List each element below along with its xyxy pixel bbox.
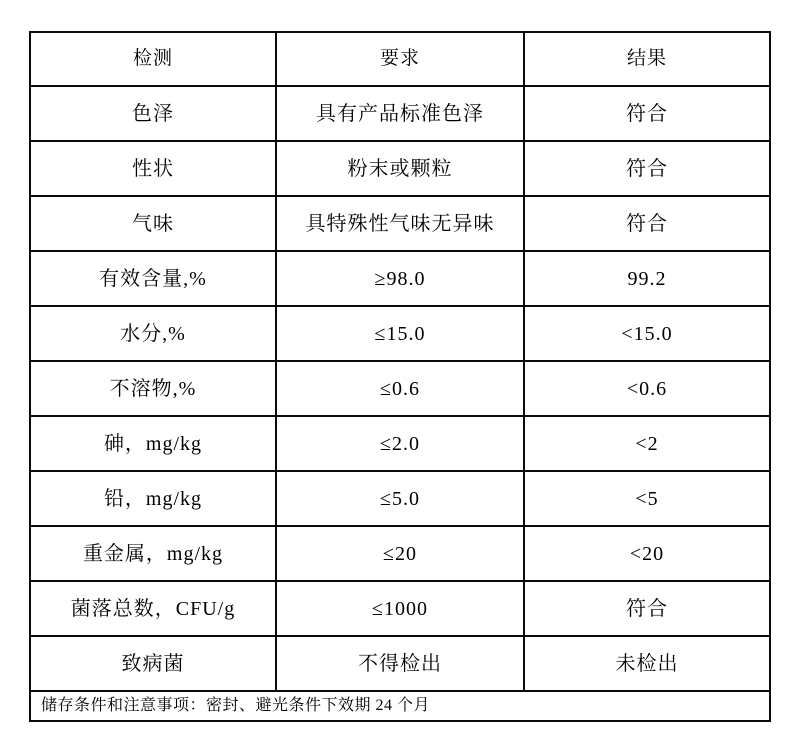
column-header-test: 检测 (30, 32, 276, 86)
cell-result: 符合 (524, 86, 770, 141)
cell-test: 砷，mg/kg (30, 416, 276, 471)
table-row (30, 306, 770, 361)
cell-result: <20 (524, 526, 770, 581)
table-row (30, 416, 770, 471)
table-row (30, 636, 770, 691)
table-row (30, 361, 770, 416)
cell-result: 符合 (524, 141, 770, 196)
cell-test: 水分,% (30, 306, 276, 361)
column-header-requirement: 要求 (276, 32, 524, 86)
table-footer-row (30, 691, 770, 721)
cell-test: 性状 (30, 141, 276, 196)
cell-requirement: 具特殊性气味无异味 (276, 196, 524, 251)
table-row (30, 196, 770, 251)
cell-test: 致病菌 (30, 636, 276, 691)
cell-requirement: ≤5.0 (276, 471, 524, 526)
cell-result: <2 (524, 416, 770, 471)
cell-test: 气味 (30, 196, 276, 251)
cell-requirement: 不得检出 (276, 636, 524, 691)
cell-result: 符合 (524, 196, 770, 251)
cell-test: 重金属，mg/kg (30, 526, 276, 581)
cell-test: 不溶物,% (30, 361, 276, 416)
table-row (30, 251, 770, 306)
table-row (30, 471, 770, 526)
cell-result: 未检出 (524, 636, 770, 691)
cell-test: 铅，mg/kg (30, 471, 276, 526)
cell-test: 色泽 (30, 86, 276, 141)
cell-requirement: ≤0.6 (276, 361, 524, 416)
cell-requirement: ≤1000 (276, 581, 524, 636)
table-header-row (30, 32, 770, 86)
table-row (30, 141, 770, 196)
table-row (30, 86, 770, 141)
cell-requirement: 粉末或颗粒 (276, 141, 524, 196)
inspection-spec-table (29, 31, 771, 722)
cell-requirement: ≥98.0 (276, 251, 524, 306)
cell-result: 符合 (524, 581, 770, 636)
cell-requirement: 具有产品标准色泽 (276, 86, 524, 141)
cell-result: 99.2 (524, 251, 770, 306)
column-header-result: 结果 (524, 32, 770, 86)
cell-test: 菌落总数，CFU/g (30, 581, 276, 636)
cell-result: <15.0 (524, 306, 770, 361)
table-row (30, 581, 770, 636)
cell-result: <5 (524, 471, 770, 526)
storage-note: 储存条件和注意事项：密封、避光条件下效期 24 个月 (30, 691, 770, 721)
table-row (30, 526, 770, 581)
cell-requirement: ≤15.0 (276, 306, 524, 361)
cell-result: <0.6 (524, 361, 770, 416)
cell-requirement: ≤20 (276, 526, 524, 581)
cell-requirement: ≤2.0 (276, 416, 524, 471)
cell-test: 有效含量,% (30, 251, 276, 306)
